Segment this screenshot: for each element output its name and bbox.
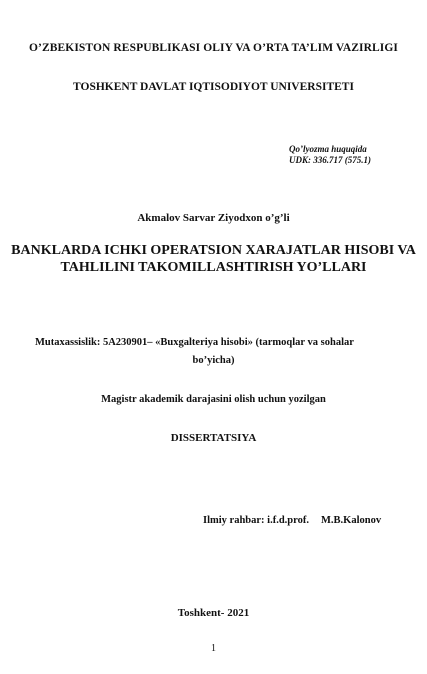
specialty-line-1: Mutaxassislik: 5A230901– «Buxgalteriya hisobi» (tarmoqlar va sohalar [35,337,354,348]
page-number: 1 [211,643,216,654]
place-and-year: Toshkent- 2021 [177,607,250,619]
specialty-line-2: bo’yicha) [192,355,235,366]
manuscript-rights-block [289,144,371,166]
udk-code: UDK: 336.717 (575.1) [289,155,371,165]
advisor-name: M.B.Kalonov [320,515,382,526]
ministry-heading: O’ZBEKISTON RESPUBLIKASI OLIY VA O’RTA TA’LIM VAZIRLIGI [29,42,398,54]
document-type: DISSERTATSIYA [170,432,257,444]
title-line-2: TAHLILINI TAKOMILLASHTIRISH YO’LLARI [60,260,367,275]
manuscript-rights-label: Qo’lyozma huquqida [289,144,367,154]
degree-purpose: Magistr akademik darajasini olish uchun yozilgan [101,394,326,405]
dissertation-title [0,242,427,276]
advisor-line [203,515,381,526]
author-name: Akmalov Sarvar Ziyodxon o’g’li [137,212,290,224]
university-heading: TOSHKENT DAVLAT IQTISODIYOT UNIVERSITETI [73,81,354,93]
advisor-label: Ilmiy rahbar: i.f.d.prof. [203,515,309,526]
title-line-1: BANKLARDA ICHKI OPERATSION XARAJATLAR HISOBI VA [11,243,416,258]
